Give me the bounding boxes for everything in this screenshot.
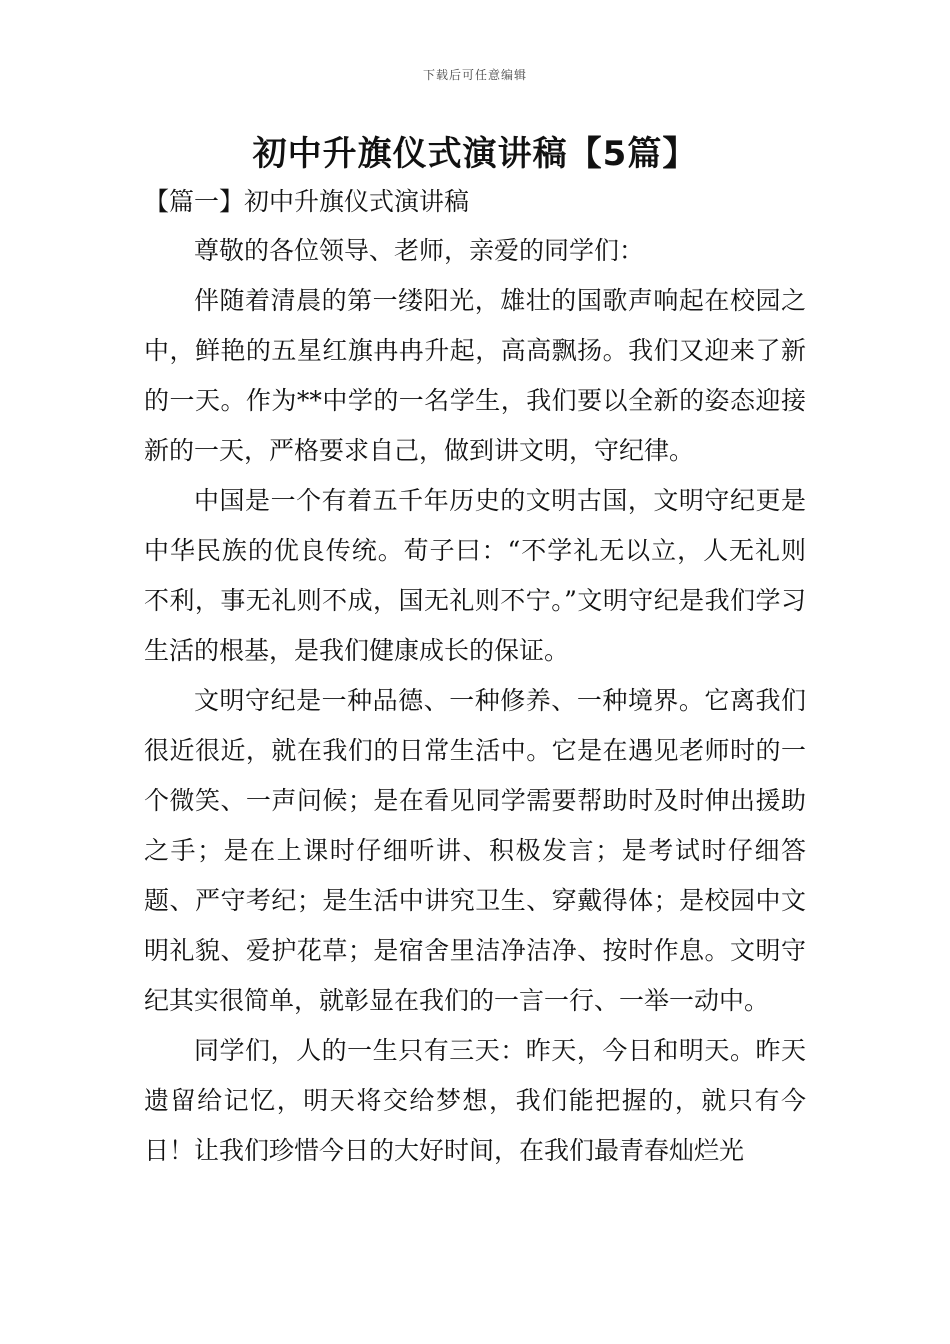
paragraph-salutation: 尊敬的各位领导、老师，亲爱的同学们：	[194, 236, 645, 265]
paragraph: 伴随着清晨的第一缕阳光，雄壮的国歌声响起在校园之中，鲜艳的五星红旗冉冉升起，高高飘扬。我们又迎来了新的一天。作为**中学的一名学生，我们要以全新的姿态迎接新的一天，严格要求自己，做到讲文明，守纪律。	[144, 286, 806, 465]
paragraph: 中国是一个有着五千年历史的文明古国，文明守纪更是中华民族的优良传统。荀子曰：“不学礼无以立，人无礼则不利，事无礼则不成，国无礼则不宁。”文明守纪是我们学习生活的根基，是我们健康成长的保证。	[144, 486, 806, 665]
header-note: 下载后可任意编辑	[422, 68, 527, 82]
section-heading: 【篇一】初中升旗仪式演讲稿	[144, 187, 470, 216]
document-body	[144, 226, 806, 1176]
document-title: 初中升旗仪式演讲稿【5篇】	[252, 134, 698, 174]
paragraph: 文明守纪是一种品德、一种修养、一种境界。它离我们很近很近，就在我们的日常生活中。它是在遇见老师时的一个微笑、一声问候；是在看见同学需要帮助时及时伸出援助之手；是在上课时仔细听讲、积极发言；是考试时仔细答题、严守考纪；是生活中讲究卫生、穿戴得体；是校园中文明礼貌、爱护花草；是宿舍里洁净洁净、按时作息。文明守纪其实很简单，就彰显在我们的一言一行、一举一动中。	[144, 686, 806, 1015]
paragraph: 同学们，人的一生只有三天：昨天，今日和明天。昨天遗留给记忆，明天将交给梦想，我们能把握的，就只有今日！让我们珍惜今日的大好时间，在我们最青春灿烂光	[144, 1036, 806, 1165]
